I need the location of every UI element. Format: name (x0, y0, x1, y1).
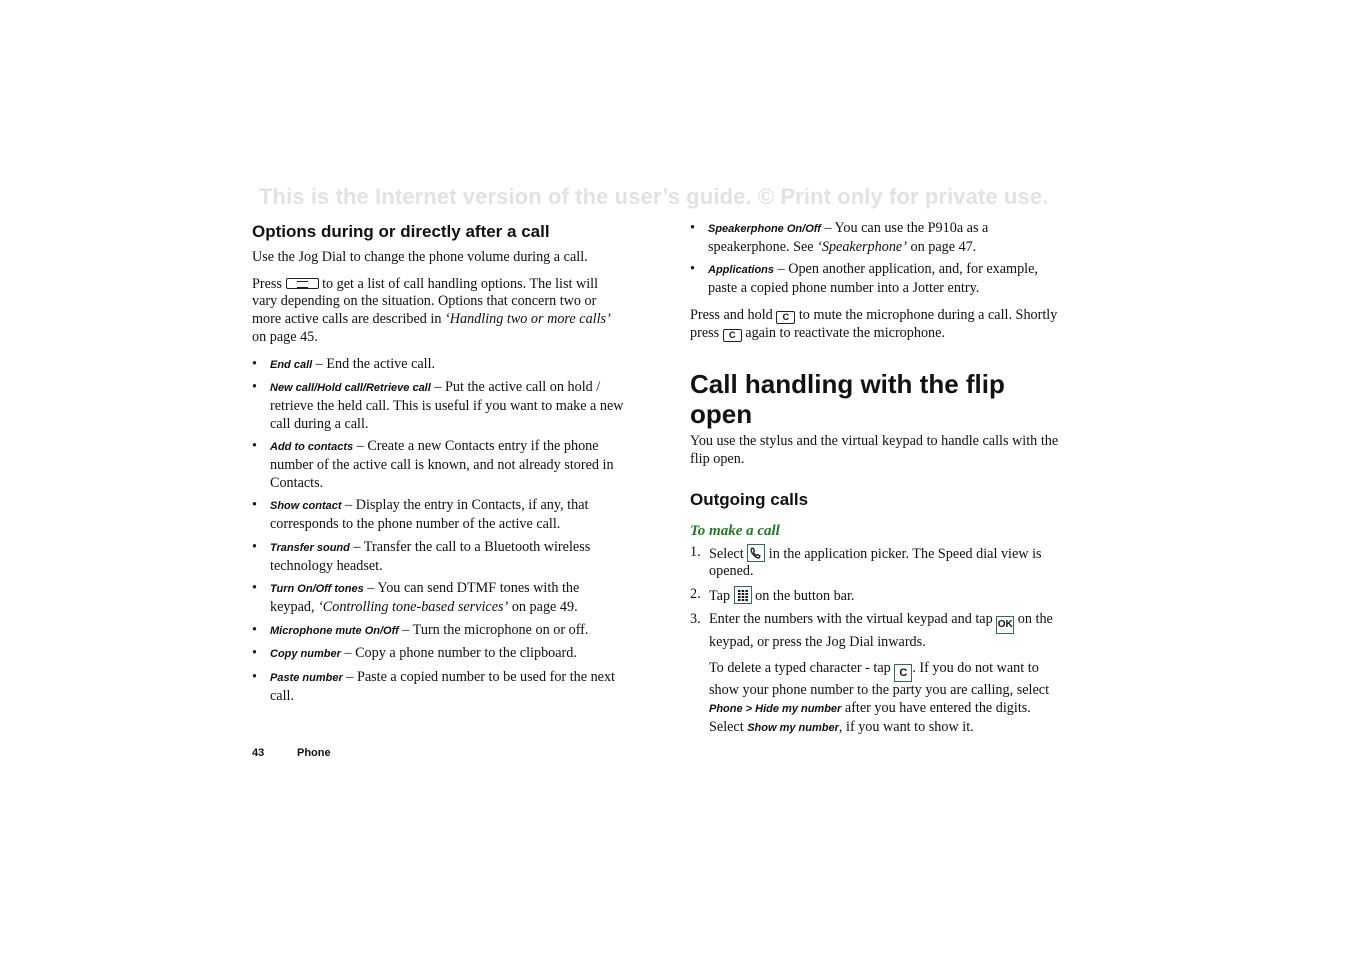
cross-reference: ‘Controlling tone-based services’ (318, 598, 509, 615)
c-key-icon: C (894, 664, 912, 682)
text: again to reactivate the microphone. (745, 324, 945, 341)
subsection-heading: Outgoing calls (690, 489, 809, 509)
paragraph-jog-dial: Use the Jog Dial to change the phone volume during a call. (252, 249, 588, 265)
ok-icon: OK (996, 616, 1014, 634)
page-title: Call handling with the flip open (690, 369, 1005, 430)
step-number: 2. (690, 586, 701, 603)
option-description: – Display the entry in Contacts, if any, that corresponds to the phone number of the active call. (270, 497, 589, 533)
cross-reference: ‘Speakerphone’ (817, 238, 907, 255)
menu-key-icon (286, 278, 319, 289)
right-column (690, 220, 1062, 747)
option-description: – You can send DTMF tones with the keypad, (270, 580, 580, 615)
list-item (252, 622, 624, 641)
option-description: – Copy a phone number to the clipboard. (340, 645, 577, 662)
option-description: – Turn the microphone on or off. (398, 621, 589, 638)
list-item (252, 645, 624, 664)
option-description: – Put the active call on hold / retrieve the held call. This is useful if you want to make a new call during a call. (270, 379, 624, 432)
text: on the button bar. (755, 588, 855, 605)
text: . If you do not want to show your phone number to the party you are calling, select (709, 660, 1050, 699)
list-item (252, 379, 624, 433)
option-term: End call (270, 358, 313, 371)
option-description: on page 47. (906, 238, 977, 255)
option-term: Microphone mute On/Off (270, 624, 399, 637)
text: , if you want to show it. (838, 718, 974, 735)
option-term: Show contact (270, 500, 342, 513)
option-description: – Transfer the call to a Bluetooth wireless technology headset. (270, 538, 591, 574)
list-item (252, 539, 624, 575)
list-item (690, 544, 1062, 581)
text: in the application picker. The Speed dial view is opened. (709, 545, 1042, 580)
steps-list (690, 544, 1062, 652)
options-list-continued (690, 220, 1062, 298)
option-description: – Paste a copied number to be used for the next call. (270, 669, 615, 704)
list-item (252, 438, 624, 492)
option-term: Paste number (270, 672, 343, 685)
text: Press (252, 275, 282, 292)
options-list (252, 356, 624, 706)
list-item (252, 669, 624, 705)
paragraph-options (252, 276, 624, 347)
keypad-icon (734, 586, 752, 604)
text: Tap (709, 588, 731, 605)
list-item (690, 611, 1062, 652)
text: to get a list of call handling options. The list will vary depending on the situation. Options that concern two or more active calls are described in (252, 275, 599, 328)
list-item (690, 586, 1062, 606)
section-heading: Options during or directly after a call (252, 222, 550, 241)
menu-path: Phone > Hide my number (709, 703, 842, 716)
text: after you have entered the digits. Select (709, 700, 1031, 735)
page-number: 43 (252, 747, 265, 759)
text: Press and hold (690, 306, 773, 323)
cross-reference: ‘Handling two or more calls’ (445, 311, 611, 328)
option-description: on page 49. (508, 598, 578, 615)
step-number: 3. (690, 610, 701, 627)
text: to mute the microphone during a call. Shortly press (690, 306, 1058, 341)
text: on page 45. (252, 328, 318, 345)
section-name: Phone (297, 747, 331, 759)
list-item (252, 497, 624, 533)
menu-option: Show my number (747, 721, 839, 734)
option-description: – Open another application, and, for example, paste a copied phone number into a Jotter entry. (708, 261, 1038, 297)
paragraph-intro: You use the stylus and the virtual keypad to handle calls with the flip open. (690, 433, 1059, 467)
list-item (690, 261, 1062, 297)
text: Select (709, 545, 744, 562)
list-item (690, 220, 1062, 256)
step-number: 1. (690, 543, 701, 560)
list-item (252, 356, 624, 375)
text: Enter the numbers with the virtual keypad and tap (709, 610, 993, 627)
phone-icon (747, 544, 765, 562)
option-term: Copy number (270, 648, 341, 661)
option-term: Add to contacts (270, 441, 354, 454)
text: on the keypad, or press the Jog Dial inwards. (709, 610, 1053, 650)
option-term: Applications (708, 264, 775, 277)
c-key-icon: C (723, 329, 742, 342)
option-description: – You can use the P910a as a speakerphone. See (708, 220, 989, 255)
option-description: – Create a new Contacts entry if the phone number of the active call is known, and not already stored in Contacts. (270, 438, 614, 491)
option-term: New call/Hold call/Retrieve call (270, 382, 431, 395)
option-term: Transfer sound (270, 541, 350, 554)
paragraph-delete-note (690, 660, 1062, 737)
text: To delete a typed character - tap (709, 660, 891, 677)
option-description: – End the active call. (312, 355, 436, 372)
watermark: This is the Internet version of the user’s guide. © Print only for private use. (259, 184, 1049, 209)
left-column (252, 220, 624, 714)
c-key-icon: C (776, 311, 795, 324)
option-term: Turn On/Off tones (270, 583, 364, 596)
procedure-heading: To make a call (690, 522, 780, 539)
option-term: Speakerphone On/Off (708, 223, 821, 235)
list-item (252, 580, 624, 616)
paragraph-mute (690, 307, 1062, 342)
